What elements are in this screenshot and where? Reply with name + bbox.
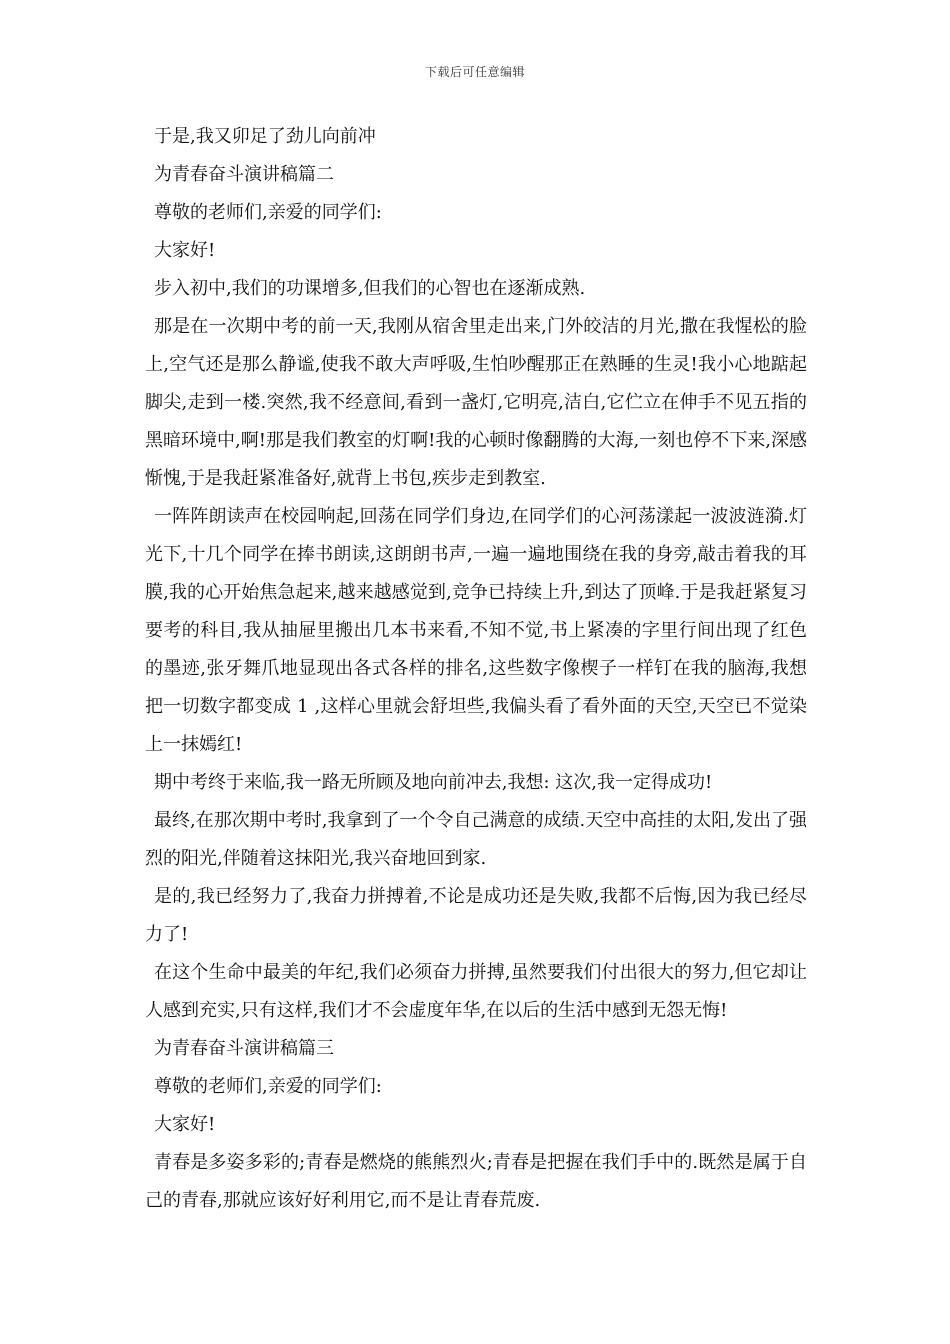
document-body — [145, 118, 807, 1220]
paragraph: 步入初中,我们的功课增多,但我们的心智也在逐渐成熟. — [154, 278, 586, 299]
paragraph: 最终,在那次期中考时,我拿到了一个令自己满意的成绩.天空中高挂的太阳,发出了强烈的阳光,伴随着这抹阳光,我兴奋地回到家. — [145, 810, 807, 869]
section-title: 为青春奋斗演讲稿篇二 — [154, 164, 334, 185]
paragraph: 于是,我又卯足了劲儿向前冲 — [154, 126, 376, 147]
paragraph: 那是在一次期中考的前一天,我刚从宿舍里走出来,门外皎洁的月光,撒在我惺松的脸上,空气还是那么静谧,使我不敢大声呼吸,生怕吵醒那正在熟睡的生灵!我小心地踮起脚尖,走到一楼.突然,我不经意间,看到一盏灯,它明亮,洁白,它伫立在伸手不见五指的黑暗环境中,啊!那是我们教室的灯啊!我的心顿时像翻腾的大海,一刻也停不下来,深感惭愧,于是我赶紧准备好,就背上书包,疾步走到教室. — [145, 316, 807, 489]
paragraph: 在这个生命中最美的年纪,我们必须奋力拼搏,虽然要我们付出很大的努力,但它却让人感到充实,只有这样,我们才不会虚度年华,在以后的生活中感到无怨无悔! — [145, 962, 807, 1021]
greeting: 大家好! — [154, 1114, 216, 1135]
section-title: 为青春奋斗演讲稿篇三 — [154, 1038, 334, 1059]
greeting: 大家好! — [154, 240, 216, 261]
salutation: 尊敬的老师们,亲爱的同学们: — [154, 202, 382, 223]
paragraph: 一阵阵朗读声在校园响起,回荡在同学们身边,在同学们的心河荡漾起一波波涟漪.灯光下,十几个同学在捧书朗读,这朗朗书声,一遍一遍地围绕在我的身旁,敲击着我的耳膜,我的心开始焦急起来,越来越感觉到,竞争已持续上升,到达了顶峰.于是我赶紧复习要考的科目,我从抽屉里搬出几本书来看,不知不觉,书上紧凑的字里行间出现了红色的墨迹,张牙舞爪地显现出各式各样的排名,这些数字像楔子一样钉在我的脑海,我想把一切数字都变成 1 ,这样心里就会舒坦些,我偏头看了看外面的天空,天空已不觉染上一抹嫣红! — [145, 506, 807, 755]
paragraph: 是的,我已经努力了,我奋力拼搏着,不论是成功还是失败,我都不后悔,因为我已经尽力了! — [145, 886, 807, 945]
paragraph: 期中考终于来临,我一路无所顾及地向前冲去,我想: 这次,我一定得成功! — [154, 772, 713, 793]
page-header: 下载后可任意编辑 — [424, 65, 525, 79]
salutation: 尊敬的老师们,亲爱的同学们: — [154, 1076, 382, 1097]
paragraph: 青春是多姿多彩的;青春是燃烧的熊熊烈火;青春是把握在我们手中的.既然是属于自己的青春,那就应该好好利用它,而不是让青春荒废. — [145, 1152, 807, 1211]
